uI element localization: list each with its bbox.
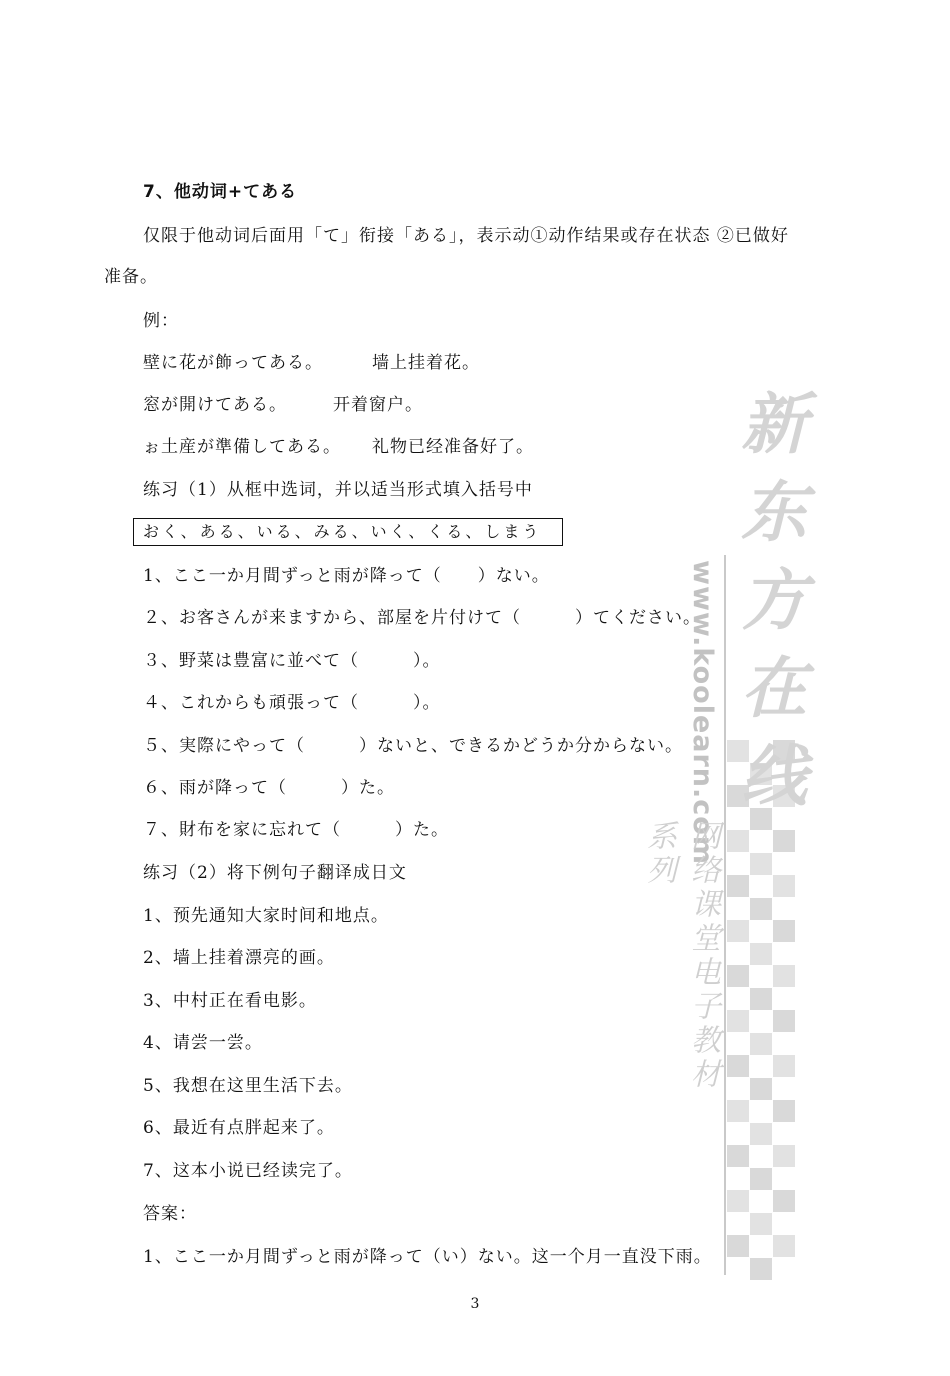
watermark-brand-char: 新 [741,385,807,463]
watermark-checker-pattern [727,740,797,1280]
exercise1-item: ６、雨が降って（ ）た。 [143,778,395,798]
checker-cell [773,875,795,897]
checker-cell [773,1235,795,1257]
checker-cell [773,1100,795,1122]
exercise1-item: ４、これからも頑張って（ ）。 [143,693,441,713]
checker-cell [727,1190,749,1212]
example-cn: 开着窗户。 [333,395,423,415]
watermark-brand-char: 方 [741,561,807,639]
watermark-brand-char: 东 [741,473,807,551]
example-jp: 窓が開けてある。 [143,395,287,415]
exercise2-item: 5、我想在这里生活下去。 [143,1076,353,1096]
checker-cell [727,1100,749,1122]
watermark-divider [724,555,726,1275]
example-jp: ぉ土産が準備してある。 [143,437,341,457]
exercise1-title: 练习（1）从框中选词，并以适当形式填入括号中 [143,480,533,500]
exercise2-item: 1、预先通知大家时间和地点。 [143,906,389,926]
exercise2-title: 练习（2）将下例句子翻译成日文 [143,863,407,883]
checker-cell [750,853,772,875]
exercise2-item: 7、这本小说已经读完了。 [143,1161,353,1181]
checker-cell [750,943,772,965]
checker-cell [727,875,749,897]
checker-cell [750,988,772,1010]
exercise1-item: ３、野菜は豊富に並べて（ ）。 [143,651,441,671]
checker-cell [750,1213,772,1235]
answer-item: 1、ここ一か月間ずっと雨が降って（い）ない。这一个月一直没下雨。 [143,1247,712,1267]
checker-cell [750,898,772,920]
checker-cell [727,830,749,852]
checker-cell [773,920,795,942]
checker-cell [750,1258,772,1280]
intro-line: 仅限于他动词后面用「て」衔接「ある」，表示动①动作结果或存在状态 ②已做好 [143,226,789,246]
watermark-brand [738,380,810,820]
exercise1-item: ２、お客さんが来ますから、部屋を片付けて（ ）てください。 [143,608,701,628]
checker-cell [727,1010,749,1032]
exercise1-item: 1、ここ一か月間ずっと雨が降って（ ）ない。 [143,566,550,586]
example-cn: 礼物已经准备好了。 [372,437,534,457]
intro-line: 准备。 [104,267,158,287]
checker-cell [773,1145,795,1167]
checker-cell [727,965,749,987]
checker-cell [773,1055,795,1077]
exercise2-item: 2、墙上挂着漂亮的画。 [143,948,335,968]
checker-cell [727,1145,749,1167]
example-jp: 壁に花が飾ってある。 [143,353,323,373]
exercise1-item: ７、財布を家に忘れて（ ）た。 [143,820,449,840]
checker-cell [773,830,795,852]
example-cn: 墙上挂着花。 [372,353,480,373]
checker-cell [727,920,749,942]
checker-cell [750,1168,772,1190]
checker-cell [773,1190,795,1212]
exercise1-item: ５、実際にやって（ ）ないと、できるかどうか分からない。 [143,736,683,756]
exercise2-item: 4、请尝一尝。 [143,1033,263,1053]
checker-cell [773,1010,795,1032]
answer-label: 答案： [143,1204,197,1224]
watermark-url: www.koolearn.com [687,560,718,865]
section-heading: 7、他动词+てある [143,182,298,202]
watermark-series: 网络课堂电子教材系列 [641,820,720,1092]
exercise2-item: 6、最近有点胖起来了。 [143,1118,335,1138]
example-label: 例： [143,311,179,331]
checker-cell [750,1078,772,1100]
checker-cell [773,965,795,987]
checker-cell [727,1055,749,1077]
checker-cell [750,1123,772,1145]
watermark-brand-char: 线 [741,737,807,815]
checker-cell [750,1033,772,1055]
page-number: 3 [470,1296,480,1312]
checker-cell [727,1235,749,1257]
exercise2-item: 3、中村正在看电影。 [143,991,317,1011]
word-choice-box: おく、ある、いる、みる、いく、くる、しまう [133,518,563,546]
watermark-brand-char: 在 [741,649,807,727]
